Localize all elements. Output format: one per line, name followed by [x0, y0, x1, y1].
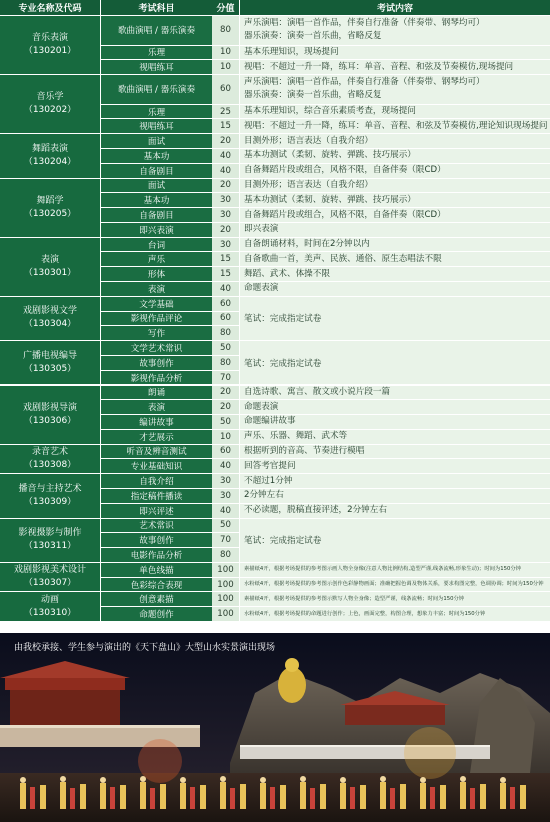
- exam-score: 80: [212, 356, 239, 370]
- exam-content: [240, 459, 550, 473]
- column-header: 分值: [212, 0, 239, 15]
- exam-content-line: 命题表演: [244, 401, 279, 412]
- exam-content: [240, 504, 550, 518]
- major-name: 动画: [40, 594, 59, 605]
- exam-content-line: 声乐演唱：演唱一首作品，伴奏自行准备（伴奏带、钢琴均可）: [244, 18, 485, 29]
- exam-content-line: 自备歌曲一首，美声、民族、通俗、原生态唱法不限: [244, 253, 442, 264]
- exam-score: 30: [212, 208, 239, 222]
- exam-score: 20: [212, 223, 239, 237]
- exam-content-line: 声乐演唱：演唱一首作品，伴奏自行准备（伴奏带、钢琴均可）: [244, 77, 485, 88]
- exam-content-line: 基本功测试（柔韧、旋转、弹跳、技巧展示）: [244, 194, 416, 205]
- exam-score: 40: [212, 459, 239, 473]
- exam-content: [240, 60, 550, 74]
- exam-score: 10: [212, 60, 239, 74]
- major-code: （130204）: [23, 156, 77, 167]
- exam-content: [240, 149, 550, 163]
- exam-content-line: 根据听到的音高、节奏进行模唱: [244, 445, 365, 456]
- major-code: （130205）: [23, 208, 77, 219]
- exam-content: [240, 223, 550, 237]
- exam-subject: 台词: [101, 238, 212, 252]
- exam-content: [240, 75, 550, 104]
- exam-score: 70: [212, 371, 239, 385]
- exam-subject: 单色线描: [101, 563, 212, 577]
- exam-content-line: 命题编讲故事: [244, 416, 296, 427]
- exam-score: 70: [212, 533, 239, 547]
- exam-score: 60: [212, 297, 239, 311]
- exam-subject: 才艺展示: [101, 430, 212, 444]
- exam-content: [240, 430, 550, 444]
- exam-content: [240, 282, 550, 296]
- major-name: 播音与主持艺术: [18, 483, 82, 494]
- exam-content-line: 器乐演奏：演奏一首乐曲，省略反复: [244, 90, 382, 101]
- exam-content-line: 即兴表演: [244, 224, 279, 235]
- major-cell: [0, 297, 100, 340]
- exam-content: [240, 238, 550, 252]
- exam-content: [240, 400, 550, 414]
- exam-content-line: 基本乐理知识，综合音乐素质考查，现场提问: [244, 106, 416, 117]
- exam-content-line: 水粉纸4开，根据考场提供的命题进行创作；上色，画面完整，构图合理，想象力丰富；时间为150分钟: [244, 610, 486, 617]
- exam-subject: 专业基础知识: [101, 459, 212, 473]
- column-header: 考试内容: [240, 0, 550, 15]
- exam-content: [240, 607, 550, 621]
- major-cell: [0, 16, 100, 74]
- major-cell: [0, 134, 100, 177]
- major-cell: [0, 563, 100, 592]
- exam-content: [240, 489, 550, 503]
- exam-content: [240, 592, 550, 606]
- major-code: （130307）: [23, 578, 77, 589]
- exam-score: 60: [212, 445, 239, 459]
- major-code: （130306）: [23, 415, 77, 426]
- exam-score: 40: [212, 149, 239, 163]
- exam-content: [240, 578, 550, 592]
- exam-content-line: 舞蹈、武术、体操不限: [244, 268, 330, 279]
- exam-subject: 影视作品评论: [101, 312, 212, 326]
- exam-subject: 文学基础: [101, 297, 212, 311]
- exam-content-line: 命题表演: [244, 283, 279, 294]
- major-name: 舞蹈学: [36, 195, 64, 206]
- exam-content-line: 目测外形；语言表达（自我介绍）: [244, 135, 373, 146]
- exam-subject: 歌曲演唱 / 器乐演奏: [101, 75, 212, 104]
- exam-subject: 形体: [101, 267, 212, 281]
- major-name: 戏剧影视文学: [22, 306, 77, 317]
- major-name: 影视摄影与制作: [18, 528, 82, 539]
- exam-score: 30: [212, 193, 239, 207]
- exam-content: [240, 134, 550, 148]
- exam-subject: 听音及辨音测试: [101, 445, 212, 459]
- exam-content-line: 素描纸4开，根据考场提供的参考图示画人物全身像(注意人物比例结构,造型严谨,线条流畅,形象生动)；时间为150分钟: [244, 566, 521, 573]
- major-code: （130201）: [23, 46, 77, 57]
- major-name: 戏剧影视美术设计: [13, 565, 86, 576]
- major-cell: [0, 179, 100, 237]
- exam-subject: 声乐: [101, 252, 212, 266]
- exam-score: 60: [212, 312, 239, 326]
- exam-content-merged: 笔试：完成指定试卷: [240, 519, 550, 562]
- exam-content-line: 水粉纸4开，根据考场提供的参考图示创作色彩静物画面；准确把握色调及物体关系，要求构图完整，色调协调；时间为150分钟: [244, 581, 544, 587]
- performance-photo: [0, 633, 550, 822]
- exam-subject: 即兴评述: [101, 504, 212, 518]
- major-name: 录音艺术: [31, 446, 68, 457]
- exam-score: 30: [212, 489, 239, 503]
- exam-content-line: 目测外形；语言表达（自我介绍）: [244, 179, 373, 190]
- major-cell: [0, 386, 100, 444]
- exam-content-line: 回答考官提问: [244, 460, 296, 471]
- major-cell: [0, 474, 100, 517]
- exam-subject: 朗诵: [101, 386, 212, 400]
- exam-score: 40: [212, 282, 239, 296]
- major-name: 戏剧影视导演: [22, 402, 77, 413]
- major-name: 舞蹈表演: [31, 143, 68, 154]
- column-header: 考试科目: [101, 0, 212, 15]
- exam-subject: 命题创作: [101, 607, 212, 621]
- exam-content-line: 自选诗歌、寓言、散文或小说片段一篇: [244, 386, 391, 397]
- exam-subject: 面试: [101, 179, 212, 193]
- exam-score: 100: [212, 563, 239, 577]
- exam-subject: 自我介绍: [101, 474, 212, 488]
- exam-score: 80: [212, 326, 239, 340]
- exam-content: [240, 474, 550, 488]
- major-name: 音乐表演: [31, 33, 68, 44]
- exam-content-line: 声乐、乐器、舞蹈、武术等: [244, 431, 348, 442]
- exam-subject: 指定稿件播读: [101, 489, 212, 503]
- exam-content-line: 基本功测试（柔韧、旋转、弹跳、技巧展示）: [244, 150, 416, 161]
- exam-content-merged: 笔试：完成指定试卷: [240, 341, 550, 384]
- exam-subject: 面试: [101, 134, 212, 148]
- exam-score: 50: [212, 341, 239, 355]
- major-code: （130310）: [23, 607, 77, 618]
- exam-score: 30: [212, 474, 239, 488]
- exam-content: [240, 105, 550, 119]
- major-name: 表演: [40, 254, 59, 265]
- exam-score: 50: [212, 519, 239, 533]
- exam-subject: 艺术常识: [101, 519, 212, 533]
- exam-content: [240, 267, 550, 281]
- major-code: （130305）: [23, 363, 77, 374]
- exam-subject: 创意素描: [101, 592, 212, 606]
- exam-subject: 色彩综合表现: [101, 578, 212, 592]
- exam-content: [240, 46, 550, 60]
- exam-score: 20: [212, 134, 239, 148]
- major-code: （130309）: [23, 496, 77, 507]
- exam-subject: 表演: [101, 282, 212, 296]
- exam-subject: 影视作品分析: [101, 371, 212, 385]
- major-code: （130311）: [23, 541, 77, 552]
- exam-subject: 电影作品分析: [101, 548, 212, 562]
- exam-score: 20: [212, 400, 239, 414]
- exam-subject: 视唱练耳: [101, 119, 212, 133]
- exam-subject: 即兴表演: [101, 223, 212, 237]
- major-code: （130202）: [23, 105, 77, 116]
- exam-subject: 自备剧目: [101, 208, 212, 222]
- exam-score: 60: [212, 75, 239, 104]
- major-code: （130308）: [23, 459, 77, 470]
- exam-content: [240, 119, 550, 133]
- exam-subject: 故事创作: [101, 356, 212, 370]
- exam-score: 20: [212, 179, 239, 193]
- major-cell: [0, 445, 100, 474]
- performance-scene-image: [0, 633, 550, 822]
- major-name: 广播电视编导: [22, 350, 77, 361]
- exam-subject: 编讲故事: [101, 415, 212, 429]
- exam-content: [240, 386, 550, 400]
- major-cell: [0, 519, 100, 562]
- exam-score: 100: [212, 578, 239, 592]
- exam-content-line: 视唱：不超过一升一降，练耳：单音、音程、和弦及节奏模仿,现场提问: [244, 61, 514, 72]
- exam-content-line: 基本乐理知识，现场提问: [244, 46, 339, 57]
- exam-content: [240, 179, 550, 193]
- major-code: （130304）: [23, 319, 77, 330]
- exam-score: 40: [212, 164, 239, 178]
- exam-subject: 写作: [101, 326, 212, 340]
- exam-content: [240, 563, 550, 577]
- exam-score: 15: [212, 267, 239, 281]
- exam-subject: 自备剧目: [101, 164, 212, 178]
- exam-score: 80: [212, 16, 239, 45]
- photo-caption: 由我校承接、学生参与演出的《天下盘山》大型山水实景演出现场: [14, 643, 276, 653]
- exam-content-line: 自备舞蹈片段或组合，风格不限，自备伴奏（限CD）: [244, 209, 446, 220]
- exam-score: 40: [212, 504, 239, 518]
- exam-subject: 基本功: [101, 149, 212, 163]
- exam-subject: 表演: [101, 400, 212, 414]
- exam-content-line: 器乐演奏：演奏一首乐曲，省略反复: [244, 31, 382, 42]
- exam-content-line: 自备朗诵材料，时间在2分钟以内: [244, 239, 370, 250]
- exam-score: 10: [212, 46, 239, 60]
- major-cell: [0, 592, 100, 621]
- exam-score: 25: [212, 105, 239, 119]
- major-name: 音乐学: [36, 92, 64, 103]
- exam-score: 15: [212, 252, 239, 266]
- major-cell: [0, 341, 100, 384]
- major-cell: [0, 238, 100, 296]
- exam-content-line: 不超过1分钟: [244, 475, 293, 486]
- exam-content-line: 视唱：不超过一升一降，练耳：单音、音程、和弦及节奏模仿,理论知识现场提问: [244, 120, 548, 131]
- exam-content: [240, 164, 550, 178]
- exam-subject: 故事创作: [101, 533, 212, 547]
- exam-subject: 视唱练耳: [101, 60, 212, 74]
- exam-content-line: 素描纸4开，根据考场提供的参考图示默写人物全身像；造型严谨，线条流畅；时间为150分钟: [244, 595, 465, 602]
- exam-content: [240, 208, 550, 222]
- major-code: （130301）: [23, 267, 77, 278]
- exam-content: [240, 445, 550, 459]
- exam-content-line: 自备舞蹈片段或组合，风格不限，自备伴奏（限CD）: [244, 165, 446, 176]
- exam-content: [240, 252, 550, 266]
- exam-subject: 歌曲演唱 / 器乐演奏: [101, 16, 212, 45]
- exam-score: 10: [212, 430, 239, 444]
- exam-score: 50: [212, 415, 239, 429]
- exam-subject: 乐理: [101, 46, 212, 60]
- exam-content-line: 2分钟左右: [244, 490, 284, 501]
- exam-content-merged: 笔试：完成指定试卷: [240, 297, 550, 340]
- exam-subject: 基本功: [101, 193, 212, 207]
- column-header: 专业名称及代码: [0, 0, 100, 15]
- exam-score: 80: [212, 548, 239, 562]
- exam-content: [240, 16, 550, 45]
- exam-content-line: 不必读题，脱稿直接评述，2分钟左右: [244, 505, 387, 516]
- exam-content: [240, 193, 550, 207]
- exam-subject: 文学艺术常识: [101, 341, 212, 355]
- exam-score: 20: [212, 386, 239, 400]
- exam-subject: 乐理: [101, 105, 212, 119]
- exam-score: 100: [212, 607, 239, 621]
- major-cell: [0, 75, 100, 133]
- exam-content: [240, 415, 550, 429]
- exam-score: 15: [212, 119, 239, 133]
- exam-score: 30: [212, 238, 239, 252]
- exam-score: 100: [212, 592, 239, 606]
